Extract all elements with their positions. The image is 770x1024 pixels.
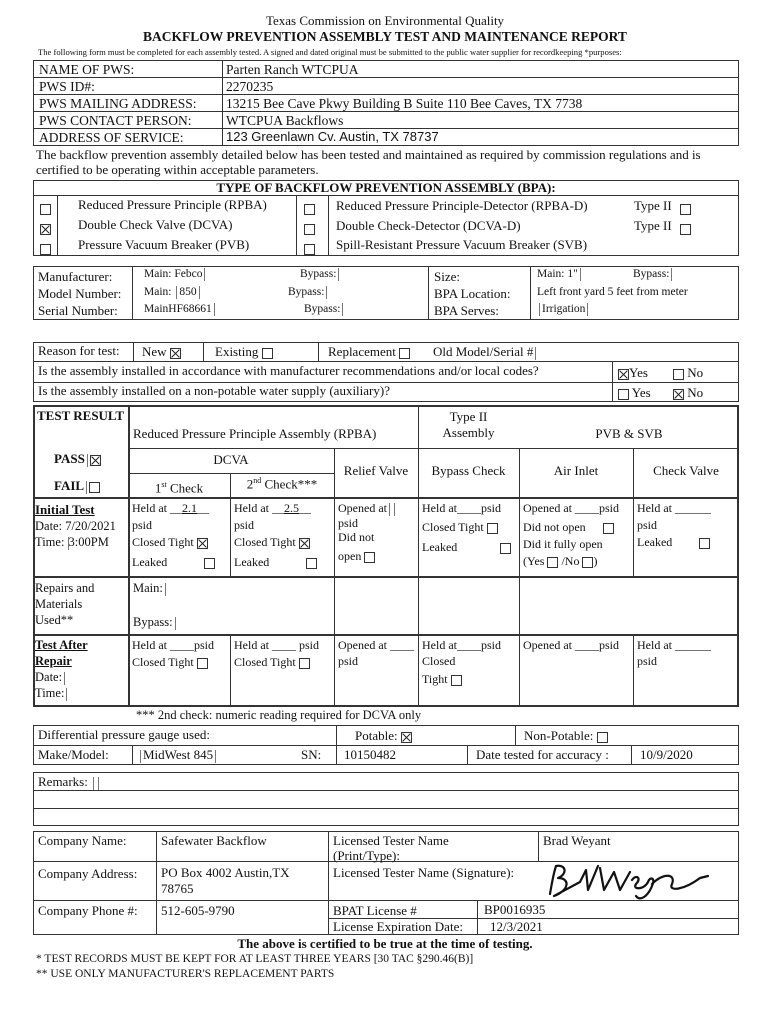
pvb-label: Pressure Vacuum Breaker (PVB) bbox=[78, 237, 250, 252]
gauge-accuracy-label: Date tested for accuracy : bbox=[476, 747, 609, 762]
tester-signature[interactable] bbox=[540, 860, 720, 904]
dcva-header: DCVA bbox=[213, 452, 249, 467]
serial-main-field[interactable]: MainHF68661 bbox=[144, 303, 217, 316]
repairs-bypass-field[interactable]: Bypass: bbox=[133, 615, 178, 630]
form-instruction: The following form must be completed for each assembly tested. A signed and dated original must be submitted to the public water supplier for recordkeeping *purposes: bbox=[38, 47, 622, 57]
gauge-potable-checkbox[interactable] bbox=[401, 732, 412, 743]
gauge-label: Differential pressure gauge used: bbox=[38, 727, 210, 742]
dcvad-type2-label: Type II bbox=[634, 218, 672, 233]
test-result-label: TEST RESULT bbox=[37, 408, 125, 423]
repairs-label-line1: Repairs and bbox=[35, 581, 95, 595]
bypass-held-at[interactable]: Held at____psid bbox=[422, 501, 502, 515]
location-value[interactable]: Left front yard 5 feet from meter bbox=[537, 286, 688, 298]
pass-checkbox[interactable] bbox=[90, 455, 101, 466]
air-fully-open: Did it fully open bbox=[523, 537, 603, 551]
nonpotable-question: Is the assembly installed on a non-potable water supply (auxiliary)? bbox=[38, 383, 390, 398]
relief-did-not-open[interactable]: open bbox=[338, 550, 375, 564]
after-air-opened-at[interactable]: Opened at ____psid bbox=[523, 638, 619, 652]
after-relief-opened-at[interactable]: Opened at ____ bbox=[338, 638, 414, 652]
check2-psid: psid bbox=[234, 518, 255, 532]
initial-date[interactable]: Date: 7/20/2021 bbox=[35, 519, 116, 533]
serial-label: Serial Number: bbox=[38, 303, 118, 318]
svb-label: Spill-Resistant Pressure Vacuum Breaker (SVB) bbox=[336, 237, 588, 252]
reason-label: Reason for test: bbox=[38, 343, 120, 358]
reason-existing[interactable]: Existing bbox=[215, 345, 273, 360]
after-check2-held[interactable]: Held at ____ psid bbox=[234, 638, 320, 652]
rpba-header: Reduced Pressure Principle Assembly (RPBA) bbox=[133, 426, 377, 441]
test-after-repair-label2: Repair bbox=[35, 654, 72, 668]
manufacturer-label: Manufacturer: bbox=[38, 269, 113, 284]
check1-closed-tight-checkbox[interactable] bbox=[197, 538, 208, 549]
tester-name-label-line2: (Print/Type): bbox=[333, 848, 400, 863]
serial-bypass-field[interactable]: Bypass: bbox=[304, 303, 345, 316]
check1-closed-tight[interactable]: Closed Tight bbox=[132, 536, 208, 550]
license-label: BPAT License # bbox=[333, 903, 417, 918]
relief-valve-header: Relief Valve bbox=[343, 463, 409, 478]
gauge-accuracy-date[interactable]: 10/9/2020 bbox=[640, 747, 693, 762]
dcvad-type2-checkbox[interactable] bbox=[680, 221, 691, 236]
check1-leaked[interactable]: Leaked bbox=[132, 556, 215, 570]
pws-address-value[interactable]: 13215 Bee Cave Pkwy Building B Suite 110 Bee Caves, TX 7738 bbox=[226, 96, 583, 111]
size-label: Size: bbox=[434, 269, 460, 284]
pvb-svb-header: PVB & SVB bbox=[595, 426, 663, 441]
service-address-label: ADDRESS OF SERVICE: bbox=[39, 130, 184, 145]
air-opened-at[interactable]: Opened at ____psid bbox=[523, 501, 619, 515]
pws-name-value[interactable]: Parten Ranch WTCPUA bbox=[226, 62, 359, 77]
install-code-yes-checkbox[interactable] bbox=[618, 369, 629, 380]
model-label: Model Number: bbox=[38, 286, 122, 301]
nonpotable-no[interactable]: No bbox=[673, 386, 703, 401]
check1-psid: psid bbox=[132, 518, 153, 532]
tester-signature-label: Licensed Tester Name (Signature): bbox=[333, 865, 515, 880]
after-repair-time[interactable]: Time: bbox=[35, 686, 69, 701]
manufacturer-bypass-field[interactable]: Bypass: bbox=[300, 268, 341, 281]
location-label: BPA Location: bbox=[434, 286, 511, 301]
service-address-value[interactable]: 123 Greenlawn Cv. Austin, TX 78737 bbox=[226, 129, 439, 144]
expiration-label: License Expiration Date: bbox=[333, 919, 463, 934]
air-did-not-open[interactable]: Did not open bbox=[523, 521, 614, 535]
bpa-type-heading: TYPE OF BACKFLOW PREVENTION ASSEMBLY (BPA): bbox=[216, 180, 556, 195]
relief-opened-at[interactable]: Opened at bbox=[338, 502, 397, 516]
after-relief-psid: psid bbox=[338, 654, 359, 668]
pass-option[interactable]: PASS bbox=[54, 452, 101, 467]
nonpotable-no-checkbox[interactable] bbox=[673, 389, 684, 400]
check2-value[interactable]: 2.5 bbox=[284, 501, 299, 515]
first-check-header: 1st Check bbox=[154, 480, 204, 496]
pws-id-label: PWS ID#: bbox=[39, 79, 95, 94]
check1-held[interactable]: Held at __2.1__ bbox=[132, 501, 209, 515]
bypass-leaked-checkbox[interactable] bbox=[500, 543, 511, 554]
after-check1-held[interactable]: Held at ____psid bbox=[132, 638, 215, 652]
manufacturer-main-value[interactable]: Febco bbox=[174, 268, 203, 281]
initial-time[interactable]: Time: 3:00PM bbox=[35, 535, 109, 549]
size-main-field[interactable]: Main: 1" bbox=[537, 268, 583, 281]
nonpotable-yes[interactable]: Yes bbox=[618, 386, 651, 401]
gauge-make-value[interactable]: MidWest 845 bbox=[138, 748, 218, 763]
pws-address-label: PWS MAILING ADDRESS: bbox=[39, 96, 197, 111]
manufacturer-main-field[interactable]: Main: Febco bbox=[144, 268, 207, 281]
check2-leaked-checkbox[interactable] bbox=[306, 558, 317, 569]
remarks-box bbox=[33, 772, 739, 826]
rpbad-checkbox[interactable] bbox=[304, 201, 315, 216]
air-fully-open-yes-checkbox[interactable] bbox=[547, 557, 558, 568]
checkvalve-leaked[interactable]: Leaked bbox=[637, 536, 710, 550]
after-repair-date[interactable]: Date: bbox=[35, 670, 67, 685]
install-code-question: Is the assembly installed in accordance with manufacturer recommendations and/or local codes? bbox=[38, 363, 539, 378]
model-main-value[interactable]: 850 bbox=[179, 286, 197, 299]
install-code-no-checkbox[interactable] bbox=[673, 369, 684, 380]
checkvalve-leaked-checkbox[interactable] bbox=[699, 538, 710, 549]
check2-leaked[interactable]: Leaked bbox=[234, 556, 317, 570]
reason-new-checkbox[interactable] bbox=[170, 348, 181, 359]
company-address-line2[interactable]: 78765 bbox=[161, 881, 194, 896]
gauge-potable[interactable]: Potable: bbox=[355, 729, 412, 744]
after-bypass-closed: Closed bbox=[422, 654, 456, 668]
pws-name-label: NAME OF PWS: bbox=[39, 62, 135, 77]
air-fully-open-options[interactable]: (Yes /No ) bbox=[523, 554, 598, 568]
test-after-repair-label1: Test After bbox=[35, 638, 88, 652]
install-code-no[interactable]: No bbox=[673, 366, 703, 381]
gauge-nonpotable-checkbox[interactable] bbox=[597, 732, 608, 743]
reason-existing-checkbox[interactable] bbox=[262, 348, 273, 359]
after-check1-closed-tight[interactable]: Closed Tight bbox=[132, 656, 208, 670]
reason-replacement[interactable]: Replacement bbox=[328, 345, 410, 360]
after-bypass-held-at[interactable]: Held at____psid bbox=[422, 638, 502, 652]
after-bypass-tight[interactable]: Tight bbox=[422, 673, 462, 687]
expiration-value[interactable]: 12/3/2021 bbox=[490, 919, 543, 934]
after-checkvalve-psid: psid bbox=[637, 654, 658, 668]
pws-contact-label: PWS CONTACT PERSON: bbox=[39, 113, 192, 128]
gauge-nonpotable[interactable]: Non-Potable: bbox=[524, 729, 608, 744]
relief-psid: psid bbox=[338, 516, 359, 530]
company-address-label: Company Address: bbox=[38, 866, 138, 881]
after-bypass-tight-checkbox[interactable] bbox=[451, 675, 462, 686]
footer-note-records: * TEST RECORDS MUST BE KEPT FOR AT LEAST THREE YEARS [30 TAC §290.46(B)] bbox=[36, 953, 474, 965]
repairs-label-line3: Used** bbox=[35, 613, 74, 627]
gauge-sn-label: SN: bbox=[301, 747, 322, 762]
type2-header-line1: Type II bbox=[449, 409, 488, 424]
check2-closed-tight[interactable]: Closed Tight bbox=[234, 536, 310, 550]
check1-leaked-checkbox[interactable] bbox=[204, 558, 215, 569]
serves-value[interactable]: Irrigation bbox=[542, 303, 586, 316]
model-main-field[interactable]: Main: 850 bbox=[144, 286, 202, 299]
relief-did-not-open-checkbox[interactable] bbox=[364, 552, 375, 563]
old-serial-field[interactable]: Old Model/Serial # bbox=[433, 345, 538, 360]
pvb-checkbox[interactable] bbox=[40, 241, 51, 256]
dcva-note: *** 2nd check: numeric reading required for DCVA only bbox=[136, 708, 422, 722]
company-name-label: Company Name: bbox=[38, 833, 127, 848]
fail-option[interactable]: FAIL bbox=[54, 479, 100, 494]
initial-test-label: Initial Test bbox=[35, 502, 95, 517]
after-check2-closed-tight[interactable]: Closed Tight bbox=[234, 656, 310, 670]
gauge-sn-value[interactable]: 10150482 bbox=[344, 747, 396, 762]
svb-checkbox[interactable] bbox=[304, 241, 315, 256]
install-code-yes[interactable]: Yes bbox=[618, 366, 648, 381]
dcvad-checkbox[interactable] bbox=[304, 221, 315, 236]
reason-replacement-checkbox[interactable] bbox=[399, 348, 410, 359]
air-inlet-header: Air Inlet bbox=[553, 463, 599, 478]
second-check-header: 2nd Check*** bbox=[246, 476, 318, 492]
agency-name: Texas Commission on Environmental Quality bbox=[265, 13, 505, 28]
pws-contact-value[interactable]: WTCPUA Backflows bbox=[226, 113, 344, 128]
rpba-checkbox[interactable] bbox=[40, 201, 51, 216]
company-name-value[interactable]: Safewater Backflow bbox=[161, 833, 267, 848]
serial-main-value[interactable]: HF68661 bbox=[168, 303, 212, 316]
company-phone-label: Company Phone #: bbox=[38, 903, 138, 918]
bypass-closed-tight[interactable]: Closed Tight bbox=[422, 521, 498, 535]
repairs-label-line2: Materials bbox=[35, 597, 83, 611]
after-check2-closed-tight-checkbox[interactable] bbox=[299, 658, 310, 669]
type2-header-line2: Assembly bbox=[442, 425, 495, 440]
size-bypass-field[interactable]: Bypass: bbox=[633, 268, 674, 281]
tester-name-value[interactable]: Brad Weyant bbox=[543, 833, 611, 848]
company-address-line1[interactable]: PO Box 4002 Austin,TX bbox=[161, 865, 290, 880]
footer-note-parts: ** USE ONLY MANUFACTURER'S REPLACEMENT PARTS bbox=[36, 968, 335, 980]
fail-checkbox[interactable] bbox=[89, 482, 100, 493]
checkvalve-held-at[interactable]: Held at ______ bbox=[637, 501, 711, 515]
company-phone-value[interactable]: 512-605-9790 bbox=[161, 903, 235, 918]
check2-closed-tight-checkbox[interactable] bbox=[299, 538, 310, 549]
after-checkvalve-held-at[interactable]: Held at ______ bbox=[637, 638, 711, 652]
rpbad-type2-checkbox[interactable] bbox=[680, 201, 691, 216]
initial-time-value[interactable]: 3:00PM bbox=[68, 535, 109, 549]
checkvalve-psid: psid bbox=[637, 518, 658, 532]
bypass-leaked[interactable]: Leaked bbox=[422, 541, 511, 555]
serves-label: BPA Serves: bbox=[434, 303, 499, 318]
gauge-make-label: Make/Model: bbox=[38, 747, 109, 762]
check2-held[interactable]: Held at __2.5__ bbox=[234, 501, 311, 515]
initial-date-value[interactable]: 7/20/2021 bbox=[65, 519, 116, 533]
reason-new[interactable]: New bbox=[142, 345, 181, 360]
rpbad-type2-label: Type II bbox=[634, 198, 672, 213]
dcva-checkbox[interactable] bbox=[40, 221, 51, 236]
air-did-not-open-checkbox[interactable] bbox=[603, 523, 614, 534]
remarks-label[interactable]: Remarks: bbox=[38, 775, 101, 790]
certified-statement: The above is certified to be true at the time of testing. bbox=[237, 936, 533, 951]
certification-statement: The backflow prevention assembly detailed below has been tested and maintained as required by commission regulations and is certified to be operating within acceptable parameters. bbox=[36, 147, 701, 177]
after-check1-closed-tight-checkbox[interactable] bbox=[197, 658, 208, 669]
air-fully-open-no-checkbox[interactable] bbox=[582, 557, 593, 568]
dcva-label: Double Check Valve (DCVA) bbox=[78, 217, 233, 232]
rpbad-label: Reduced Pressure Principle-Detector (RPBA-D) bbox=[336, 198, 588, 213]
serves-field[interactable] bbox=[537, 303, 590, 316]
rpba-label: Reduced Pressure Principle (RPBA) bbox=[78, 197, 267, 212]
tester-name-label-line1: Licensed Tester Name bbox=[333, 833, 449, 848]
nonpotable-yes-checkbox[interactable] bbox=[618, 389, 629, 400]
dcvad-label: Double Check-Detector (DCVA-D) bbox=[336, 218, 521, 233]
bypass-check-header: Bypass Check bbox=[431, 463, 506, 478]
size-main-value[interactable]: 1" bbox=[567, 268, 578, 281]
bypass-closed-tight-checkbox[interactable] bbox=[487, 523, 498, 534]
repairs-main-field[interactable]: Main: bbox=[133, 581, 168, 596]
check-valve-header: Check Valve bbox=[653, 463, 719, 478]
license-value[interactable]: BP0016935 bbox=[484, 902, 546, 917]
model-bypass-field[interactable]: Bypass: bbox=[288, 286, 329, 299]
check1-value[interactable]: 2.1 bbox=[182, 501, 197, 515]
relief-did-not: Did not bbox=[338, 530, 375, 544]
pws-id-value[interactable]: 2270235 bbox=[226, 79, 274, 94]
form-title: BACKFLOW PREVENTION ASSEMBLY TEST AND MAINTENANCE REPORT bbox=[143, 29, 627, 44]
